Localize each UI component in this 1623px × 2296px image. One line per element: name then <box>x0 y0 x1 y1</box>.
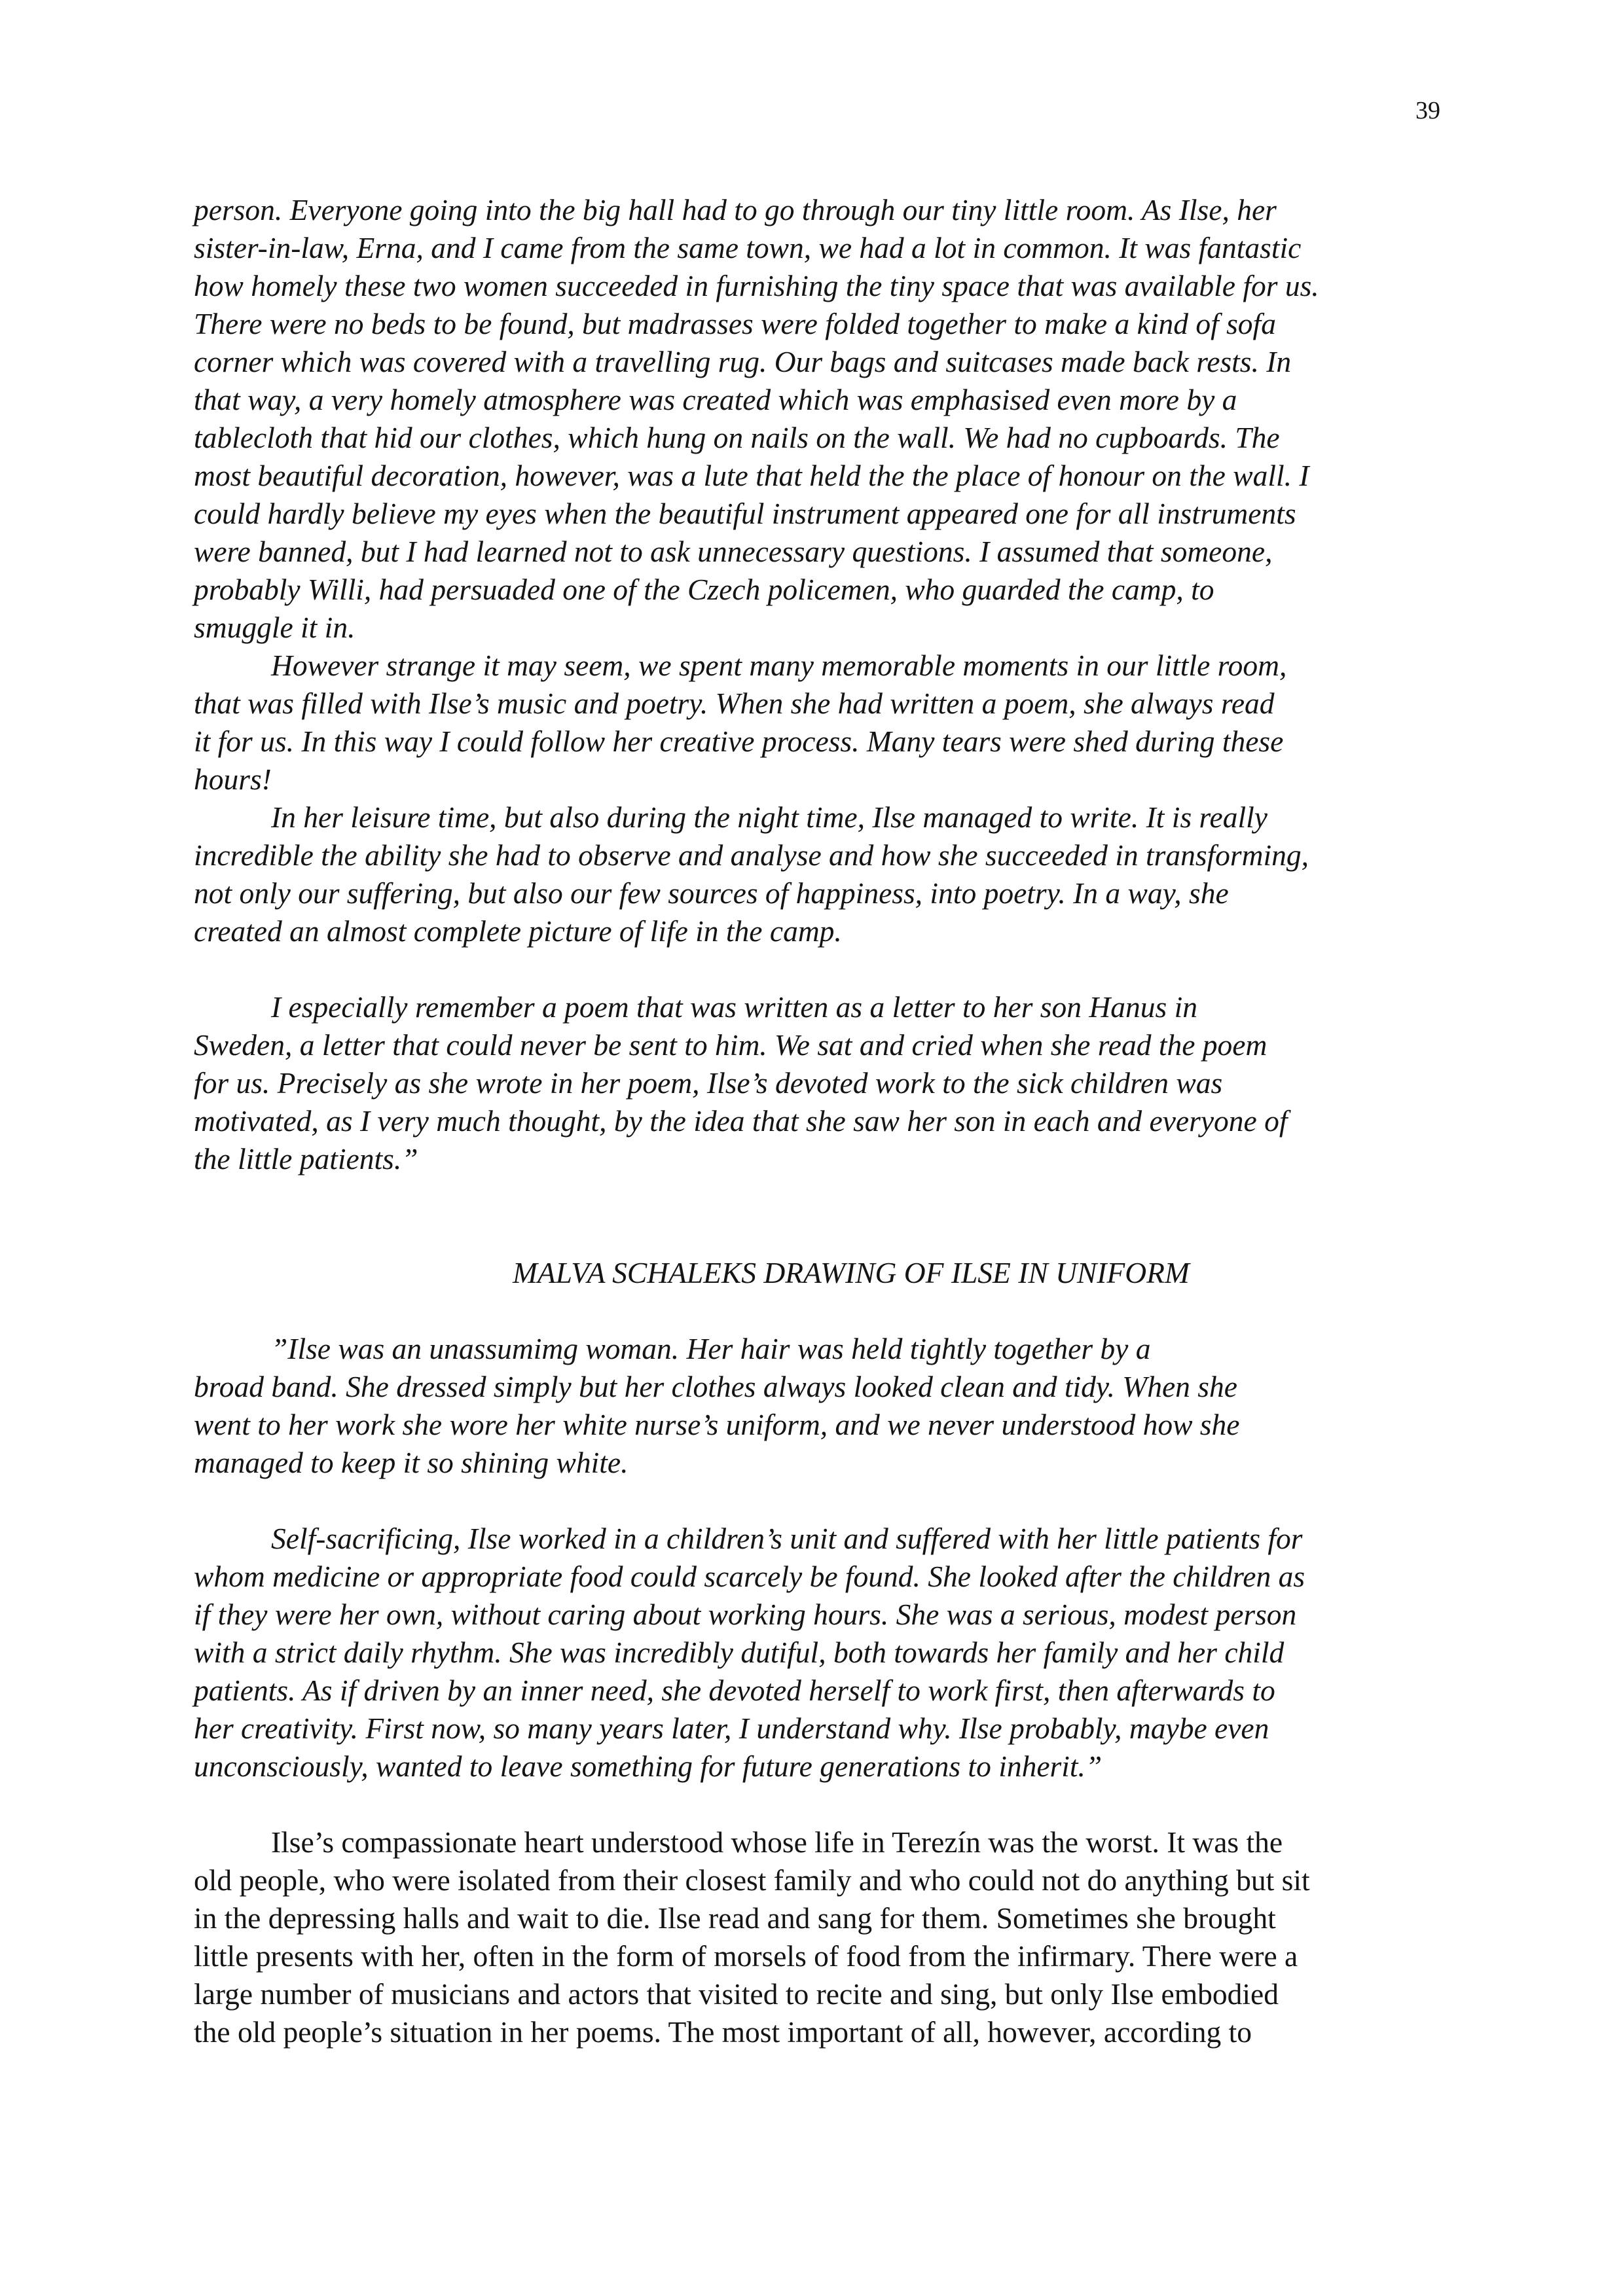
text-line: if they were her own, without caring about working hours. She was a serious, modest person <box>194 1598 1297 1631</box>
text-line: how homely these two women succeeded in furnishing the tiny space that was available for us. <box>194 269 1319 302</box>
text-line: little presents with her, often in the form of morsels of food from the infirmary. There were a <box>194 1939 1298 1973</box>
text-line: managed to keep it so shining white. <box>194 1446 629 1479</box>
text-line: In her leisure time, but also during the night time, Ilse managed to write. It is really <box>271 800 1267 834</box>
text-line: patients. As if driven by an inner need, she devoted herself to work first, then afterwards to <box>194 1674 1275 1707</box>
text-line: most beautiful decoration, however, was a lute that held the the place of honour on the wall. I <box>194 459 1309 492</box>
text-line: her creativity. First now, so many years later, I understand why. Ilse probably, maybe even <box>194 1712 1269 1745</box>
text-line: large number of musicians and actors that visited to recite and sing, but only Ilse embodied <box>194 1977 1279 2011</box>
text-line: tablecloth that hid our clothes, which hung on nails on the wall. We had no cupboards. The <box>194 421 1280 454</box>
text-line: person. Everyone going into the big hall had to go through our tiny little room. As Ilse, her <box>194 193 1277 226</box>
text-line: ”Ilse was an unassumimg woman. Her hair was held tightly together by a <box>271 1332 1151 1365</box>
text-line: for us. Precisely as she wrote in her poem, Ilse’s devoted work to the sick children was <box>194 1066 1223 1100</box>
text-line: Ilse’s compassionate heart understood whose life in Terezín was the worst. It was the <box>271 1825 1283 1859</box>
text-line: corner which was covered with a travelling rug. Our bags and suitcases made back rests. In <box>194 345 1292 378</box>
text-line: incredible the ability she had to observe and analyse and how she succeeded in transforming, <box>194 838 1309 872</box>
page-number: 39 <box>1415 97 1440 124</box>
text-line: not only our suffering, but also our few sources of happiness, into poetry. In a way, she <box>194 876 1229 910</box>
text-line: old people, who were isolated from their closest family and who could not do anything but sit <box>194 1863 1310 1897</box>
text-line: motivated, as I very much thought, by the idea that she saw her son in each and everyone of <box>194 1104 1288 1138</box>
text-line: probably Willi, had persuaded one of the Czech policemen, who guarded the camp, to <box>194 573 1214 606</box>
text-line: with a strict daily rhythm. She was incredibly dutiful, both towards her family and her child <box>194 1636 1285 1669</box>
text-line: went to her work she wore her white nurse’s uniform, and we never understood how she <box>194 1408 1240 1441</box>
text-line: the little patients.” <box>194 1142 418 1175</box>
text-line: There were no beds to be found, but madrasses were folded together to make a kind of sofa <box>194 307 1276 340</box>
text-line: broad band. She dressed simply but her clothes always looked clean and tidy. When she <box>194 1370 1237 1403</box>
text-line: could hardly believe my eyes when the beautiful instrument appeared one for all instruments <box>194 497 1296 530</box>
text-line: However strange it may seem, we spent many memorable moments in our little room, <box>271 649 1287 682</box>
text-line: smuggle it in. <box>194 611 356 644</box>
text-line: the old people’s situation in her poems. The most important of all, however, according to <box>194 2015 1252 2049</box>
text-line: in the depressing halls and wait to die. Ilse read and sang for them. Sometimes she brought <box>194 1901 1276 1935</box>
text-line: unconsciously, wanted to leave something for future generations to inherit.” <box>194 1749 1103 1783</box>
text-line: created an almost complete picture of life in the camp. <box>194 914 842 948</box>
text-line: it for us. In this way I could follow her creative process. Many tears were shed during these <box>194 725 1284 758</box>
text-line: I especially remember a poem that was written as a letter to her son Hanus in <box>271 990 1197 1024</box>
text-line: that way, a very homely atmosphere was created which was emphasised even more by a <box>194 383 1237 416</box>
text-line: sister-in-law, Erna, and I came from the same town, we had a lot in common. It was fantastic <box>194 231 1302 264</box>
text-line: that was filled with Ilse’s music and poetry. When she had written a poem, she always read <box>194 687 1275 720</box>
text-line: hours! <box>194 762 272 796</box>
section-heading: MALVA SCHALEKS DRAWING OF ILSE IN UNIFORM <box>513 1256 1190 1289</box>
text-line: whom medicine or appropriate food could scarcely be found. She looked after the children as <box>194 1560 1305 1593</box>
text-line: Self-sacrificing, Ilse worked in a children’s unit and suffered with her little patients for <box>271 1522 1303 1555</box>
text-line: Sweden, a letter that could never be sent to him. We sat and cried when she read the poem <box>194 1028 1267 1062</box>
text-line: were banned, but I had learned not to ask unnecessary questions. I assumed that someone, <box>194 535 1273 568</box>
